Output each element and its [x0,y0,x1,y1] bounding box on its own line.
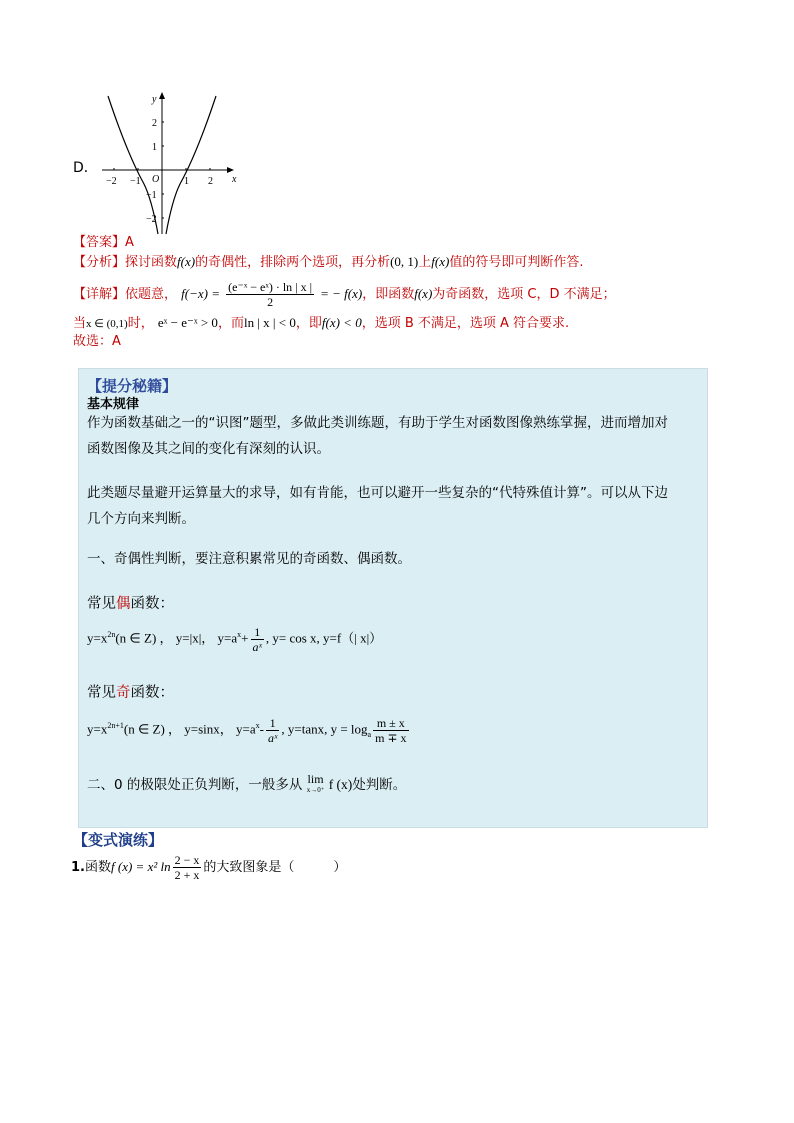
detail-line-1: 【详解】依题意， f(−x) = $\frac{\text{(e⁻ˣ − eˣ) · ln | x |}}{2}$ = − f(x)，即函数f(x)为奇函数，选项 C，D 不满足； [73,280,616,309]
analysis-line: 【分析】探讨函数f(x)的奇偶性，排除两个选项，再分析(0, 1)上f(x)值的符号即可判断作答. [73,254,584,270]
tips-title: 【提分秘籍】 [87,377,178,395]
tips-subtitle: 基本规律 [87,397,140,412]
y-tick-label: 1 [152,142,157,153]
y-tick-label: −2 [146,214,157,225]
x-tick-label: −2 [106,176,117,187]
tips-para2-line2: 几个方向来判断。 [87,511,195,527]
even-functions-formula: $y=x^{2n}(n$ ∈ Z) ， y=|x|， $y=a^x+$ $\frac{1}{\text{aˣ}}$ , y= cos x, y=f（| x|） [87,624,383,654]
tips-para2-line1: 此类题尽量避开运算量大的求导，如有肯能，也可以避开一些复杂的“代特殊值计算”。可以从下边 [87,485,668,501]
detail-tag: 【详解】 [73,287,126,302]
tips-para1-line1: 作为函数基础之一的“识图”题型，多做此类训练题，有助于学生对函数图像熟练掌握，进而增加对 [87,415,668,431]
tips-point2: 二、0 的极限处正负判断，一般多从 lim x→0⁺ f (x)处判断。 [87,772,407,794]
y-axis-arrow [159,92,165,99]
option-d-label: D． [73,160,98,176]
even-functions-heading: 常见偶函数： [87,596,174,612]
odd-functions-heading: 常见奇函数： [87,685,174,701]
odd-functions-formula: $y=x^{2n+1}(n$ ∈ Z) ， y=sinx， $y=a^x-$ $\frac{1}{\text{aˣ}}$ , y=tanx, $y = \log_a$ $\frac{m \pm x}{m \mp x}$ [87,715,407,745]
answer-tag: 【答案】 [73,235,126,250]
origin-label: O [152,174,160,185]
y-tick-label: 2 [152,118,157,129]
tips-point1: 一、奇偶性判断，要注意积累常见的奇函数、偶函数。 [87,551,411,567]
detail-fraction: $\frac{\text{(e⁻ˣ − eˣ) · ln | x |}}{2}$ [228,280,312,309]
option-d-graph [94,88,244,236]
analysis-tag: 【分析】 [73,255,126,270]
answer-line [73,234,134,252]
conclusion-line: 故选：A [73,334,121,349]
y-tick-label: −1 [146,190,157,201]
x-tick-label: 1 [184,176,189,187]
variant-question-1: 1.函数f (x) = x² ln $\frac{2 - x}{2 + x}$ 的大致图象是（ ） [71,853,347,882]
curve-right [166,96,216,234]
detail-line-2: 当x ∈ (0,1)时， eˣ − e⁻ˣ > 0，而ln | x | < 0，即f(x) < 0，选项 B 不满足，选项 A 符合要求. [73,315,570,331]
tips-para1-line2: 函数图像及其之间的变化有深刻的认识。 [87,441,330,457]
x-tick-label: −1 [130,176,141,187]
x-axis-arrow [227,167,234,173]
x-tick-label: 2 [208,176,213,187]
answer-value: A [125,235,134,250]
axis-x-label: x [232,174,237,185]
variant-title: 【变式演练】 [73,831,164,849]
axis-y-label: y [152,94,157,105]
